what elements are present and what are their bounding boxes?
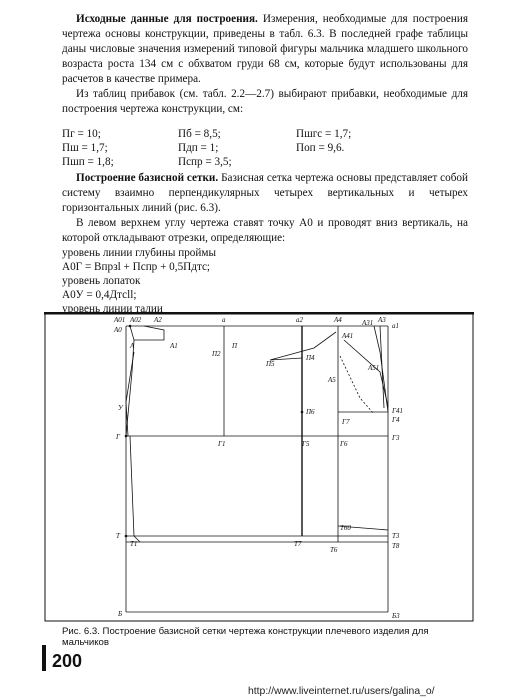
label: A4	[334, 316, 342, 324]
formula-column	[178, 127, 232, 169]
label: Т	[116, 532, 120, 540]
label: A3	[378, 316, 386, 324]
paragraph-start-point: В левом верхнем углу чертежа ставят точку А0 и проводят вниз вертикаль, на которой откладывают отрезки, определяющие:	[62, 217, 468, 244]
front-shoulder-line	[270, 332, 336, 360]
label: П	[232, 342, 238, 350]
label: A31	[362, 319, 374, 327]
label: Г41	[392, 407, 403, 415]
formula-column	[62, 127, 114, 169]
label: П4	[306, 354, 315, 362]
list-item: уровень линии глубины проймы	[62, 247, 216, 259]
formula-column	[296, 127, 351, 155]
paragraph-text: Базисная сетка чертежа основы представляет собой систему взаимно перпендикулярных четырех вертикальных и четырех горизонтальных линий (рис. 6.3).	[62, 172, 469, 214]
label: Г1	[218, 440, 226, 448]
label: Г3	[392, 434, 400, 442]
point-marker	[301, 411, 304, 414]
formula: Пдп = 1;	[178, 142, 219, 154]
point-marker	[129, 325, 132, 328]
drawing-frame	[45, 313, 473, 621]
point-marker	[125, 435, 128, 438]
paragraph-initial-data	[62, 12, 468, 87]
label: П2	[212, 350, 221, 358]
formula: Пспр = 3,5;	[178, 156, 232, 168]
grid-lines	[126, 326, 388, 612]
label: a	[222, 316, 226, 324]
formula: Пшгс = 1,7;	[296, 128, 352, 140]
text-column-2	[62, 171, 468, 316]
label: Г	[116, 433, 120, 441]
list-item: уровень лопаток	[62, 275, 141, 287]
back-neckline	[134, 326, 164, 340]
formula: Поп = 9,6.	[296, 142, 345, 154]
label: A	[130, 342, 135, 350]
label: Г5	[302, 440, 310, 448]
front-center-guide	[380, 326, 384, 408]
label: П5	[266, 360, 275, 368]
label: Г6	[340, 440, 348, 448]
list-item: А0Г = Впрзl + Пспр + 0,5Пдтс;	[62, 261, 211, 273]
label: Б3	[392, 612, 400, 620]
construction-drawing	[44, 312, 474, 622]
label: A2	[154, 316, 162, 324]
formula: Пг = 10;	[62, 128, 101, 140]
point-marker	[125, 535, 128, 538]
label: Г4	[392, 416, 400, 424]
formula: Пб = 8,5;	[178, 128, 221, 140]
label: Т1	[130, 540, 138, 548]
label: A0	[114, 326, 122, 334]
label: A01	[114, 316, 126, 324]
label: Т8	[392, 542, 400, 550]
formula: Пшп = 1,8;	[62, 156, 114, 168]
label: a1	[392, 322, 399, 330]
label: Б	[118, 610, 123, 618]
label: Т7	[294, 540, 302, 548]
paragraph-text: Измерения, необходимые для построения чертежа основы конструкции, приведены в табл. 6.3. В последней графе таблицы даны числовые значения измерений типовой фигуры мальчика младшего школьного возраста роста 134 см с обхватом груди 68 см, которые будут использованы для расчетов в качестве примера.	[62, 13, 468, 85]
paragraph-heading: Построение базисной сетки.	[76, 172, 219, 184]
list-item: А0У = 0,4Дтсll;	[62, 289, 137, 301]
label: У	[118, 404, 123, 412]
back-side-line	[130, 436, 140, 542]
label: A51	[368, 364, 380, 372]
paragraph-base-grid	[62, 171, 468, 216]
list-item: уровень линии талии	[62, 303, 163, 315]
text-column	[62, 12, 468, 117]
paragraph-allowances: Из таблиц прибавок (см. табл. 2.2—2.7) выбирают прибавки, необходимые для построения чертежа конструкции, см:	[62, 88, 468, 115]
source-url: http://www.liveinternet.ru/users/galina_o/	[248, 686, 435, 697]
label: A41	[342, 332, 354, 340]
label: a2	[296, 316, 303, 324]
paragraph-heading: Исходные данные для построения.	[76, 13, 258, 25]
label: A02	[130, 316, 142, 324]
label: Г7	[342, 418, 350, 426]
page-number: 200	[52, 651, 83, 671]
figure-caption: Рис. 6.3. Построение базисной сетки чертежа конструкции плечевого изделия для мальчиков	[62, 626, 429, 648]
label: A5	[328, 376, 336, 384]
label: П6	[306, 408, 315, 416]
label: A1	[170, 342, 178, 350]
formula: Пш = 1,7;	[62, 142, 108, 154]
label: Т3	[392, 532, 400, 540]
drawing-labels	[113, 316, 403, 620]
page-number-bar	[42, 645, 46, 671]
label: Т6	[330, 546, 338, 554]
label: Т60	[340, 524, 351, 532]
